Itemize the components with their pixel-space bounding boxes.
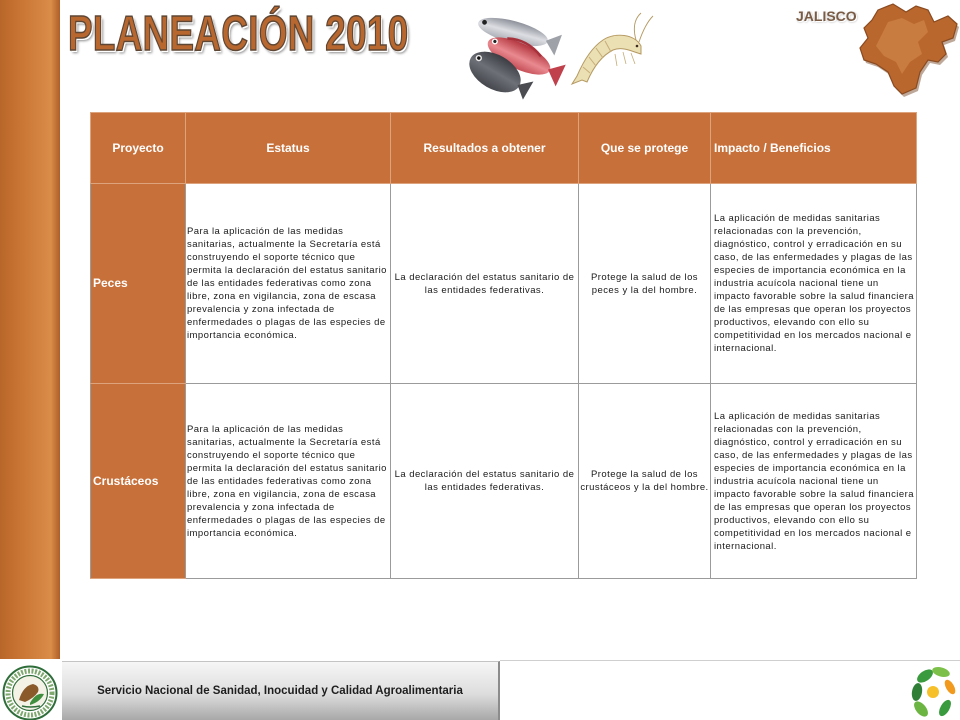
header-row: [91, 113, 917, 184]
impact-cell: La aplicación de medidas sanitarias relacionadas con la prevención, diagnóstico, control y erradicación en su caso, de las enfermedades y plagas de las especies de importancia económica en la industria acuícola nacional tiene un impacto favorable sobre la salud financiera de las empresas que operan los proyectos productivos, elevando con ello su competitividad en los mercados nacional e internacional.: [711, 184, 917, 384]
planning-table: [90, 112, 917, 579]
header-resultados: Resultados a obtener: [391, 113, 579, 184]
results-cell: La declaración del estatus sanitario de las entidades federativas.: [391, 384, 579, 579]
protects-cell: Protege la salud de los peces y la del hombre.: [579, 184, 711, 384]
table-header: [91, 113, 917, 184]
shrimp-image: [572, 13, 653, 84]
partner-logo: [905, 662, 960, 720]
footer-banner: [62, 661, 500, 720]
protects-cell: Protege la salud de los crustáceos y la del hombre.: [579, 384, 711, 579]
impact-cell: La aplicación de medidas sanitarias relacionadas con la prevención, diagnóstico, control y erradicación en su caso, de las enfermedades y plagas de las especies de importancia económica en la industria acuícola nacional tiene un impacto favorable sobre la salud financiera de las empresas que operan los proyectos productivos, elevando con ello su competitividad en los mercados nacional e internacional.: [711, 384, 917, 579]
region-label: JALISCO: [796, 8, 857, 24]
header-estatus: Estatus: [186, 113, 391, 184]
footer-divider: [500, 660, 960, 661]
header-impacto: Impacto / Beneficios: [711, 113, 917, 184]
project-cell: Crustáceos: [91, 384, 186, 579]
slide-title: PLANEACIÓN 2010: [68, 7, 409, 61]
fish-image: [455, 10, 655, 102]
left-accent-bar: [0, 0, 60, 659]
senasica-logo: [0, 662, 60, 720]
table-body: [91, 184, 917, 579]
table-row: [91, 184, 917, 384]
jalisco-map-image: [858, 2, 960, 98]
header-proyecto: Proyecto: [91, 113, 186, 184]
status-cell: Para la aplicación de las medidas sanitarias, actualmente la Secretaría está construyendo el soporte técnico que permita la declaración del estatus sanitario de las entidades federativas como zona libre, zona en vigilancia, zona de escasa prevalencia y zona infectada de enfermedades o plagas de las especies de importancia económica.: [186, 384, 391, 579]
header-protege: Que se protege: [579, 113, 711, 184]
table-row: [91, 384, 917, 579]
results-cell: La declaración del estatus sanitario de las entidades federativas.: [391, 184, 579, 384]
footer-text: Servicio Nacional de Sanidad, Inocuidad y Calidad Agroalimentaria: [97, 685, 463, 697]
status-cell: Para la aplicación de las medidas sanitarias, actualmente la Secretaría está construyendo el soporte técnico que permita la declaración del estatus sanitario de las entidades federativas como zona libre, zona en vigilancia, zona de escasa prevalencia y zona infectada de enfermedades o plagas de las especies de importancia económica.: [186, 184, 391, 384]
project-cell: Peces: [91, 184, 186, 384]
